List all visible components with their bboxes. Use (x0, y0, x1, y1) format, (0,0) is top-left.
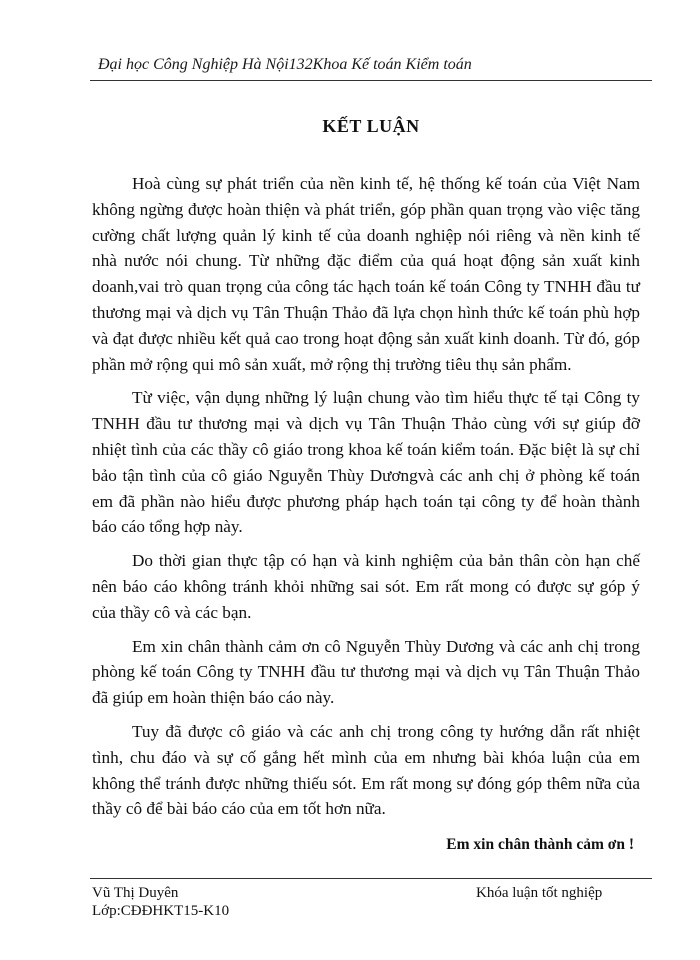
footer-author: Vũ Thị Duyên (92, 885, 179, 901)
page-header: Đại học Công Nghiệp Hà Nội132Khoa Kế toán Kiểm toán (98, 56, 472, 73)
paragraph-5: Tuy đã được cô giáo và các anh chị trong công ty hướng dẫn rất nhiệt tình, chu đáo và sự cố gắng hết mình của em nhưng bài khóa luận của em không thể tránh được những thiếu sót. Em rất mong sự đóng góp thêm nữa của thầy cô để bài báo cáo của em tốt hơn nữa. (92, 721, 640, 819)
paragraph-2: Từ việc, vận dụng những lý luận chung vào tìm hiểu thực tế tại Công ty TNHH đầu tư thương mại và dịch vụ Tân Thuận Thảo cùng với sự giúp đỡ nhiệt tình của các thầy cô giáo trong khoa kế toán kiểm toán. Đặc biệt là sự chỉ bảo tận tình của cô giáo Nguyễn Thùy Dươngvà các anh chị ở phòng kế toán em đã phần nào hiểu được phương pháp hạch toán tại công ty để hoàn thành báo cáo tổng hợp này. (92, 388, 640, 537)
document-body (92, 171, 640, 830)
page-title: KẾT LUẬN (322, 116, 420, 136)
paragraph-4: Em xin chân thành cảm ơn cô Nguyễn Thùy Dương và các anh chị trong phòng kế toán Công ty TNHH đầu tư thương mại và dịch vụ Tân Thuận Thảo đã giúp em hoàn thiện báo cáo này. (92, 636, 640, 708)
paragraph-1: Hoà cùng sự phát triển của nền kinh tế, hệ thống kế toán của Việt Nam không ngừng được hoàn thiện và phát triển, góp phần quan trọng vào việc tăng cường chất lượng quản lý kinh tế của doanh nghiệp nói riêng và nền kinh tế nhà nước nói chung. Từ những đặc điểm của quá hoạt động sản xuất kinh doanh,vai trò quan trọng của công tác hạch toán kế toán Công ty TNHH đầu tư thương mại và dịch vụ Tân Thuận Thảo đã lựa chọn hình thức kế toán phù hợp và đạt được nhiều kết quả cao trong hoạt động sản xuất kinh doanh. Từ đó, góp phần mở rộng qui mô sản xuất, mở rộng thị trường tiêu thụ sản phẩm. (92, 174, 640, 374)
footer-author-block (92, 884, 229, 920)
footer-divider (90, 878, 652, 879)
paragraph-3: Do thời gian thực tập có hạn và kinh nghiệm của bản thân còn hạn chế nên báo cáo không tránh khỏi những sai sót. Em rất mong có được sự góp ý của thầy cô và các bạn. (92, 551, 640, 622)
header-divider (90, 80, 652, 81)
closing-line: Em xin chân thành cảm ơn ! (446, 836, 634, 853)
footer-doc-type: Khóa luận tốt nghiệp (476, 885, 603, 901)
footer-class: Lớp:CĐĐHKT15-K10 (92, 903, 230, 919)
